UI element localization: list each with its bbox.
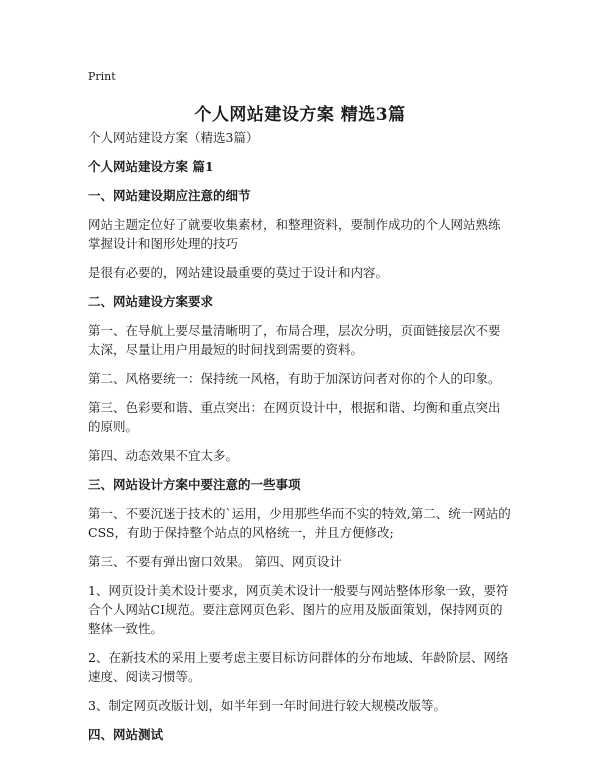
paragraph: 3、制定网页改版计划，如半年到一年时间进行较大规模改版等。 bbox=[88, 698, 446, 713]
heading-2: 二、网站建设方案要求 bbox=[88, 294, 214, 309]
paragraph: 第一、不要沉迷于技术的`运用，少用那些华而不实的特效,第二、统一网站的CSS，有助于保持整个站点的风格统一，并且方便修改; bbox=[88, 506, 511, 540]
print-label[interactable]: Print bbox=[88, 70, 116, 83]
heading-1: 一、网站建设期应注意的细节 bbox=[88, 188, 251, 203]
document-title: 个人网站建设方案 精选3篇 bbox=[194, 105, 406, 125]
paragraph: 网站主题定位好了就要收集素材，和整理资料，要制作成功的个人网站熟练掌握设计和图形处理的技巧 bbox=[88, 217, 501, 251]
paragraph: 第三、不要有弹出窗口效果。 第四、网页设计 bbox=[88, 554, 342, 569]
document-body bbox=[88, 128, 512, 754]
paragraph: 第三、色彩要和谐、重点突出：在网页设计中，根据和谐、均衡和重点突出的原则。 bbox=[88, 400, 501, 434]
heading-3: 三、网站设计方案中要注意的一些事项 bbox=[88, 477, 301, 492]
paragraph: 第二、风格要统一：保持统一风格，有助于加深访问者对你的个人的印象。 bbox=[88, 371, 501, 386]
paragraph: 2、在新技术的采用上要考虑主要目标访问群体的分布地域、年龄阶层、网络速度、阅读习惯等。 bbox=[88, 650, 509, 684]
paragraph: 第一、在导航上要尽量清晰明了，布局合理，层次分明，页面链接层次不要太深，尽量让用户用最短的时间找到需要的资料。 bbox=[88, 323, 501, 357]
paragraph: 1、网页设计美术设计要求，网页美术设计一般要与网站整体形象一致，要符合个人网站CI规范。要注意网页色彩、图片的应用及版面策划，保持网页的整体一致性。 bbox=[88, 583, 509, 636]
paragraph: 是很有必要的，网站建设最重要的莫过于设计和内容。 bbox=[88, 265, 389, 280]
section-title: 个人网站建设方案 篇1 bbox=[88, 159, 214, 174]
heading-4: 四、网站测试 bbox=[88, 727, 164, 742]
document-subtitle: 个人网站建设方案（精选3篇） bbox=[88, 130, 259, 145]
paragraph: 第四、动态效果不宜太多。 bbox=[88, 448, 239, 463]
